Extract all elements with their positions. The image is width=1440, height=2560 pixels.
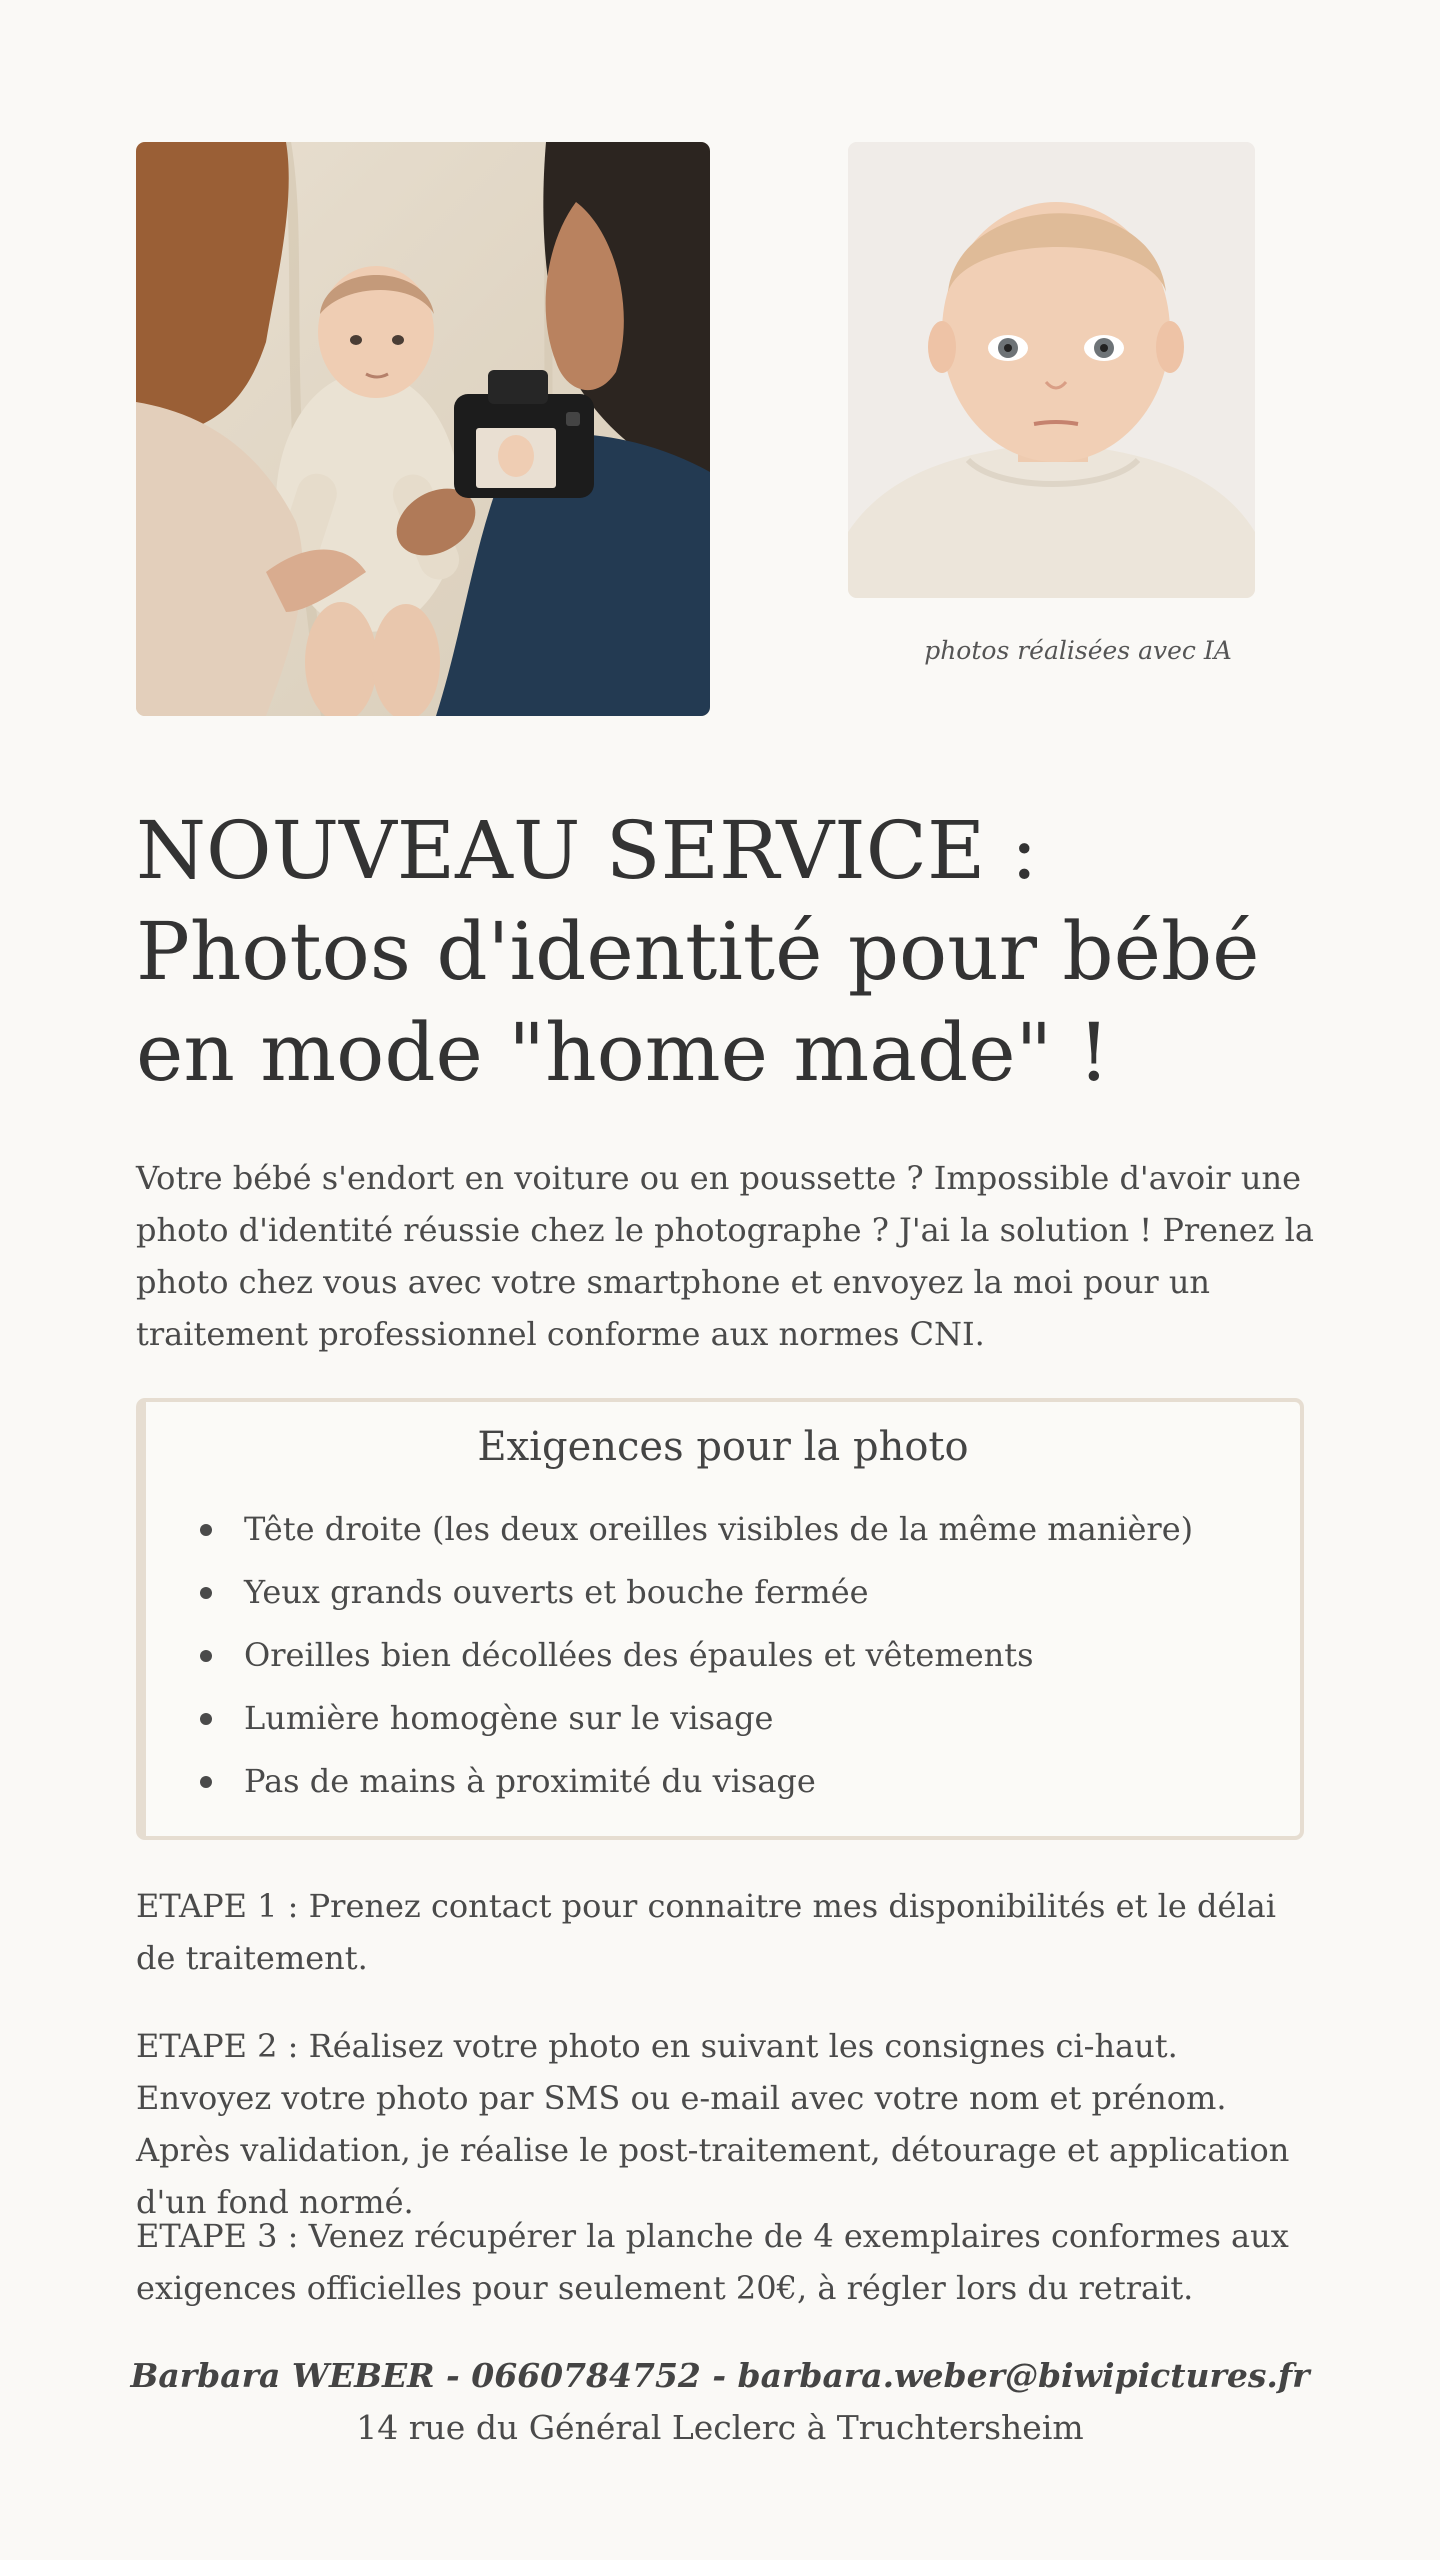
baby-id-photo-image [848, 142, 1255, 598]
list-item-text: Oreilles bien décollées des épaules et vêtements [244, 1636, 1034, 1674]
list-item [198, 1756, 1193, 1819]
bullet-icon [200, 1587, 212, 1599]
list-item [198, 1504, 1193, 1567]
requirements-list [198, 1504, 1193, 1819]
contact-line[interactable]: Barbara WEBER - 0660784752 - barbara.weber@biwipictures.fr [130, 2356, 1310, 2395]
list-item-text: Lumière homogène sur le visage [244, 1699, 774, 1737]
bullet-icon [200, 1524, 212, 1536]
intro-paragraph: Votre bébé s'endort en voiture ou en poussette ? Impossible d'avoir une photo d'identité réussie chez le photographe ? J'ai la solution ! Prenez la photo chez vous avec votre smartphone et envoyez la moi pour un traitement professionnel conforme aux normes CNI. [136, 1159, 1314, 1353]
step-1: ETAPE 1 : Prenez contact pour connaitre mes disponibilités et le délai de traitement. [136, 1887, 1276, 1977]
bullet-icon [200, 1713, 212, 1725]
page-title: NOUVEAU SERVICE : Photos d'identité pour bébé en mode "home made" ! [136, 804, 1260, 1099]
step-2: ETAPE 2 : Réalisez votre photo en suivant les consignes ci-haut. Envoyez votre photo par SMS ou e-mail avec votre nom et prénom. Après validation, je réalise le post-traitement, détourage et application d'un fond normé. [136, 2027, 1290, 2221]
list-item [198, 1693, 1193, 1756]
list-item [198, 1630, 1193, 1693]
list-item-text: Pas de mains à proximité du visage [244, 1762, 816, 1800]
requirements-title: Exigences pour la photo [477, 1424, 969, 1470]
requirements-box [136, 1398, 1304, 1840]
parents-photographing-baby-image [136, 142, 710, 716]
bullet-icon [200, 1650, 212, 1662]
list-item [198, 1567, 1193, 1630]
list-item-text: Yeux grands ouverts et bouche fermée [244, 1573, 869, 1611]
step-3: ETAPE 3 : Venez récupérer la planche de 4 exemplaires conformes aux exigences officielles pour seulement 20€, à régler lors du retrait. [136, 2217, 1289, 2307]
address-line: 14 rue du Général Leclerc à Truchtersheim [356, 2408, 1084, 2447]
photo-caption: photos réalisées avec IA [924, 636, 1232, 665]
bullet-icon [200, 1776, 212, 1788]
list-item-text: Tête droite (les deux oreilles visibles de la même manière) [244, 1510, 1194, 1548]
